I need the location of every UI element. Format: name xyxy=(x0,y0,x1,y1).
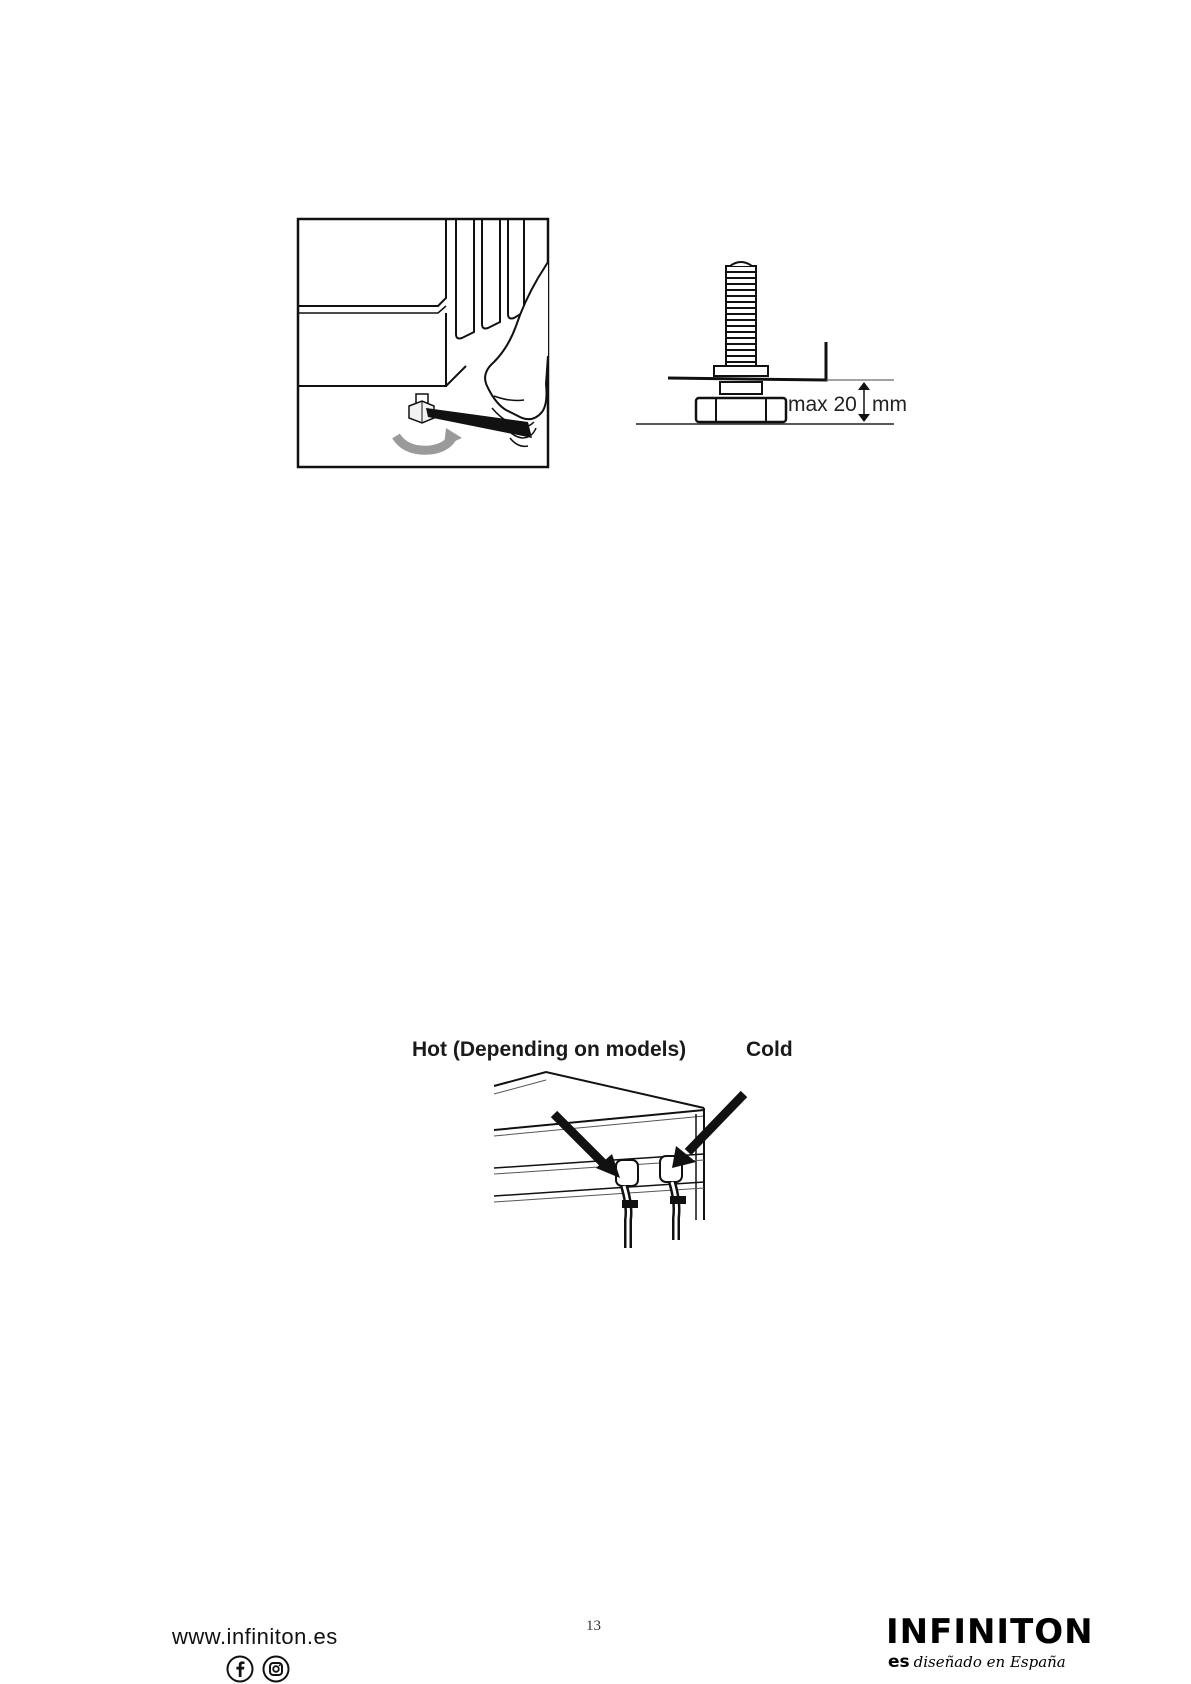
hot-text: Hot xyxy=(412,1038,447,1061)
instagram-icon[interactable] xyxy=(262,1655,290,1683)
dimension-value: max 20 xyxy=(788,393,857,416)
facebook-icon[interactable] xyxy=(226,1655,254,1683)
hot-note: (Depending on models) xyxy=(452,1038,687,1061)
cold-label: Cold xyxy=(746,1038,793,1061)
brand-tagline-text: diseñado en España xyxy=(913,1653,1066,1671)
dimension-unit: mm xyxy=(872,393,907,416)
website-link[interactable]: www.infiniton.es xyxy=(172,1624,338,1649)
brand-logo: INFINITON xyxy=(886,1612,1094,1652)
water-inlet-figure xyxy=(410,1030,800,1250)
brand-tagline xyxy=(888,1652,1066,1672)
page-number: 13 xyxy=(586,1618,601,1634)
brand-prefix: es xyxy=(888,1652,910,1672)
hot-label xyxy=(412,1038,686,1062)
wrench-adjust-figure xyxy=(296,216,552,472)
leveling-foot-diagram xyxy=(636,258,926,434)
